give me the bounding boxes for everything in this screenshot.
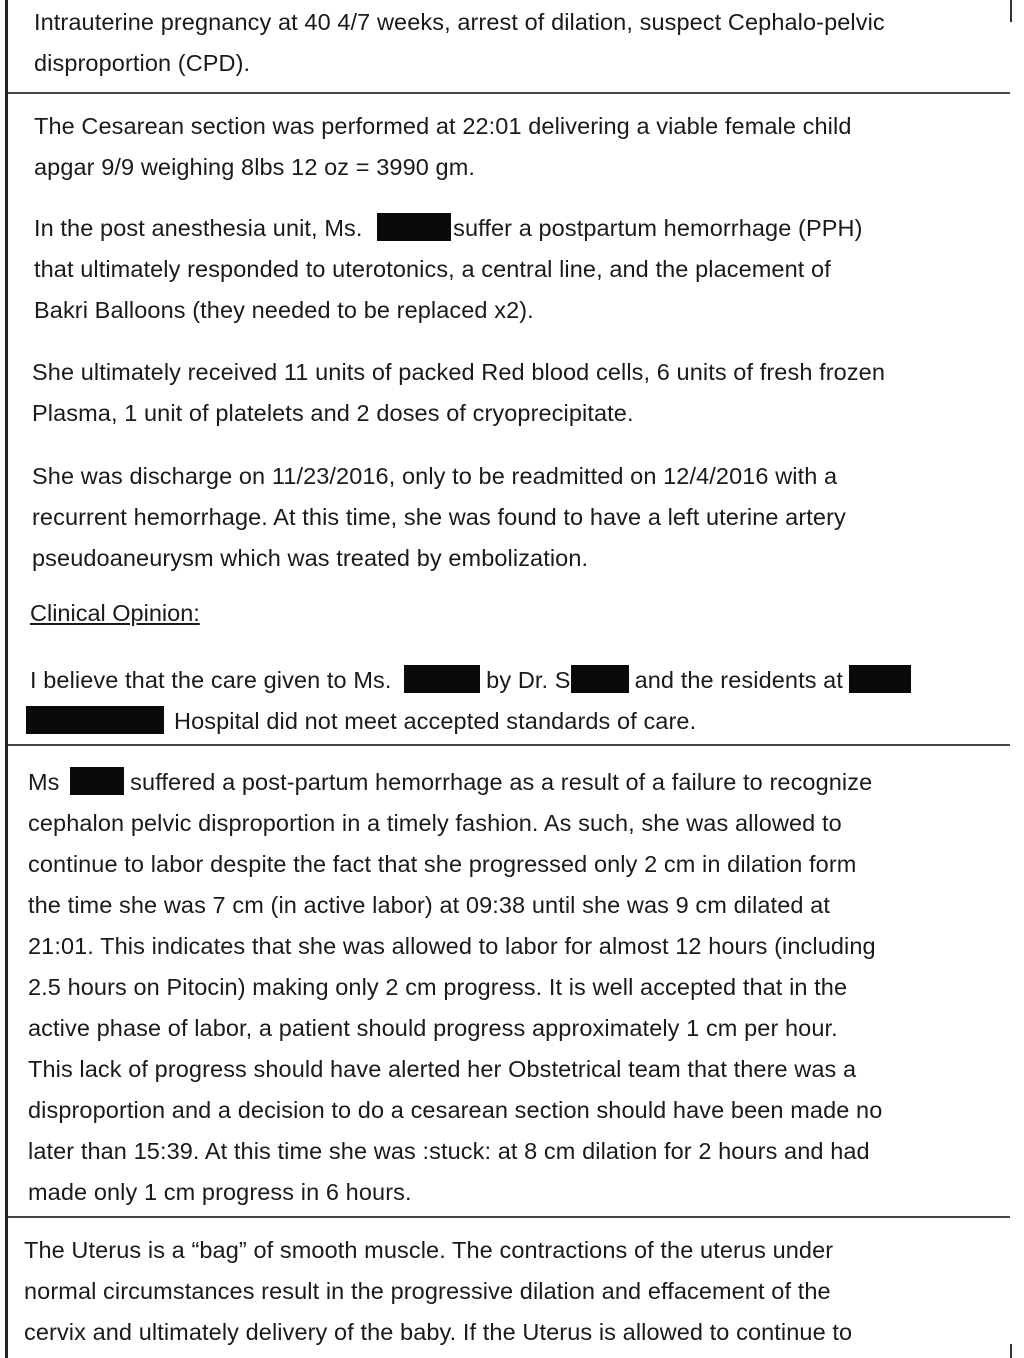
- table-divider: [8, 744, 1010, 746]
- paragraph-uterus: [24, 1230, 996, 1353]
- text-line: She ultimately received 11 units of packed Red blood cells, 6 units of fresh frozen: [32, 359, 886, 385]
- text-segment: Ms: [28, 769, 60, 795]
- paragraph-cesarean: [34, 106, 1006, 188]
- redaction-box: [571, 665, 629, 693]
- text-line: The Uterus is a “bag” of smooth muscle. The contractions of the uterus under: [24, 1237, 834, 1263]
- text-line: that ultimately responded to uterotonics, a central line, and the placement of: [34, 256, 831, 282]
- text-line: [30, 660, 1002, 701]
- paragraph-post-anesthesia: [34, 208, 1006, 331]
- text-segment: I believe that the care given to Ms.: [30, 667, 392, 693]
- text-line: cervix and ultimately delivery of the baby. If the Uterus is allowed to continue to: [24, 1319, 853, 1345]
- text-line: Plasma, 1 unit of platelets and 2 doses of cryoprecipitate.: [32, 400, 634, 426]
- text-line: cephalon pelvic disproportion in a timely fashion. As such, she was allowed to: [28, 810, 842, 836]
- redaction-box: [70, 767, 124, 795]
- text-line: apgar 9/9 weighing 8lbs 12 oz = 3990 gm.: [34, 154, 476, 180]
- text-line: pseudoaneurysm which was treated by embolization.: [32, 545, 589, 571]
- text-line: Intrauterine pregnancy at 40 4/7 weeks, arrest of dilation, suspect Cephalo-pelvic: [34, 9, 885, 35]
- text-segment: Hospital did not meet accepted standards of care.: [174, 708, 697, 734]
- text-line: [28, 762, 1000, 803]
- paragraph-diagnosis: [34, 2, 1006, 84]
- redaction-box: [26, 706, 164, 734]
- text-line: recurrent hemorrhage. At this time, she was found to have a left uterine artery: [32, 504, 846, 530]
- text-segment: In the post anesthesia unit, Ms.: [34, 215, 363, 241]
- text-line: disproportion (CPD).: [34, 50, 251, 76]
- paragraph-transfusion: [32, 352, 1004, 434]
- text-line: the time she was 7 cm (in active labor) at 09:38 until she was 9 cm dilated at: [28, 892, 830, 918]
- redaction-box: [377, 213, 451, 241]
- text-line: active phase of labor, a patient should progress approximately 1 cm per hour.: [28, 1015, 838, 1041]
- paragraph-opinion: [30, 660, 1002, 742]
- right-border-mark-bottom: [1010, 1344, 1012, 1358]
- text-line: This lack of progress should have alerted her Obstetrical team that there was a: [28, 1056, 857, 1082]
- table-divider: [8, 1216, 1010, 1218]
- text-line: Bakri Balloons (they needed to be replaced x2).: [34, 297, 534, 323]
- text-line: disproportion and a decision to do a cesarean section should have been made no: [28, 1097, 883, 1123]
- table-divider: [8, 92, 1010, 94]
- text-segment: and the residents at: [634, 667, 843, 693]
- text-line: She was discharge on 11/23/2016, only to be readmitted on 12/4/2016 with a: [32, 463, 838, 489]
- text-segment: suffered a post-partum hemorrhage as a result of a failure to recognize: [130, 769, 873, 795]
- paragraph-discharge: [32, 456, 1004, 579]
- text-line: [34, 208, 1006, 249]
- text-line: later than 15:39. At this time she was :stuck: at 8 cm dilation for 2 hours and had: [28, 1138, 870, 1164]
- redaction-box: [404, 665, 480, 693]
- text-segment: by Dr. S: [486, 667, 571, 693]
- text-line: normal circumstances result in the progressive dilation and effacement of the: [24, 1278, 831, 1304]
- section-heading-clinical-opinion: Clinical Opinion:: [30, 600, 200, 626]
- paragraph-hemorrhage-analysis: [28, 762, 1000, 1213]
- text-line: made only 1 cm progress in 6 hours.: [28, 1179, 412, 1205]
- text-segment: suffer a postpartum hemorrhage (PPH): [453, 215, 863, 241]
- left-border-line: [5, 0, 8, 1358]
- right-border-mark-top: [1010, 0, 1012, 22]
- text-line: 21:01. This indicates that she was allowed to labor for almost 12 hours (including: [28, 933, 876, 959]
- text-line: 2.5 hours on Pitocin) making only 2 cm progress. It is well accepted that in the: [28, 974, 848, 1000]
- text-line: continue to labor despite the fact that she progressed only 2 cm in dilation form: [28, 851, 857, 877]
- text-line: The Cesarean section was performed at 22:01 delivering a viable female child: [34, 113, 852, 139]
- redaction-box: [849, 665, 911, 693]
- text-line: [26, 701, 1002, 742]
